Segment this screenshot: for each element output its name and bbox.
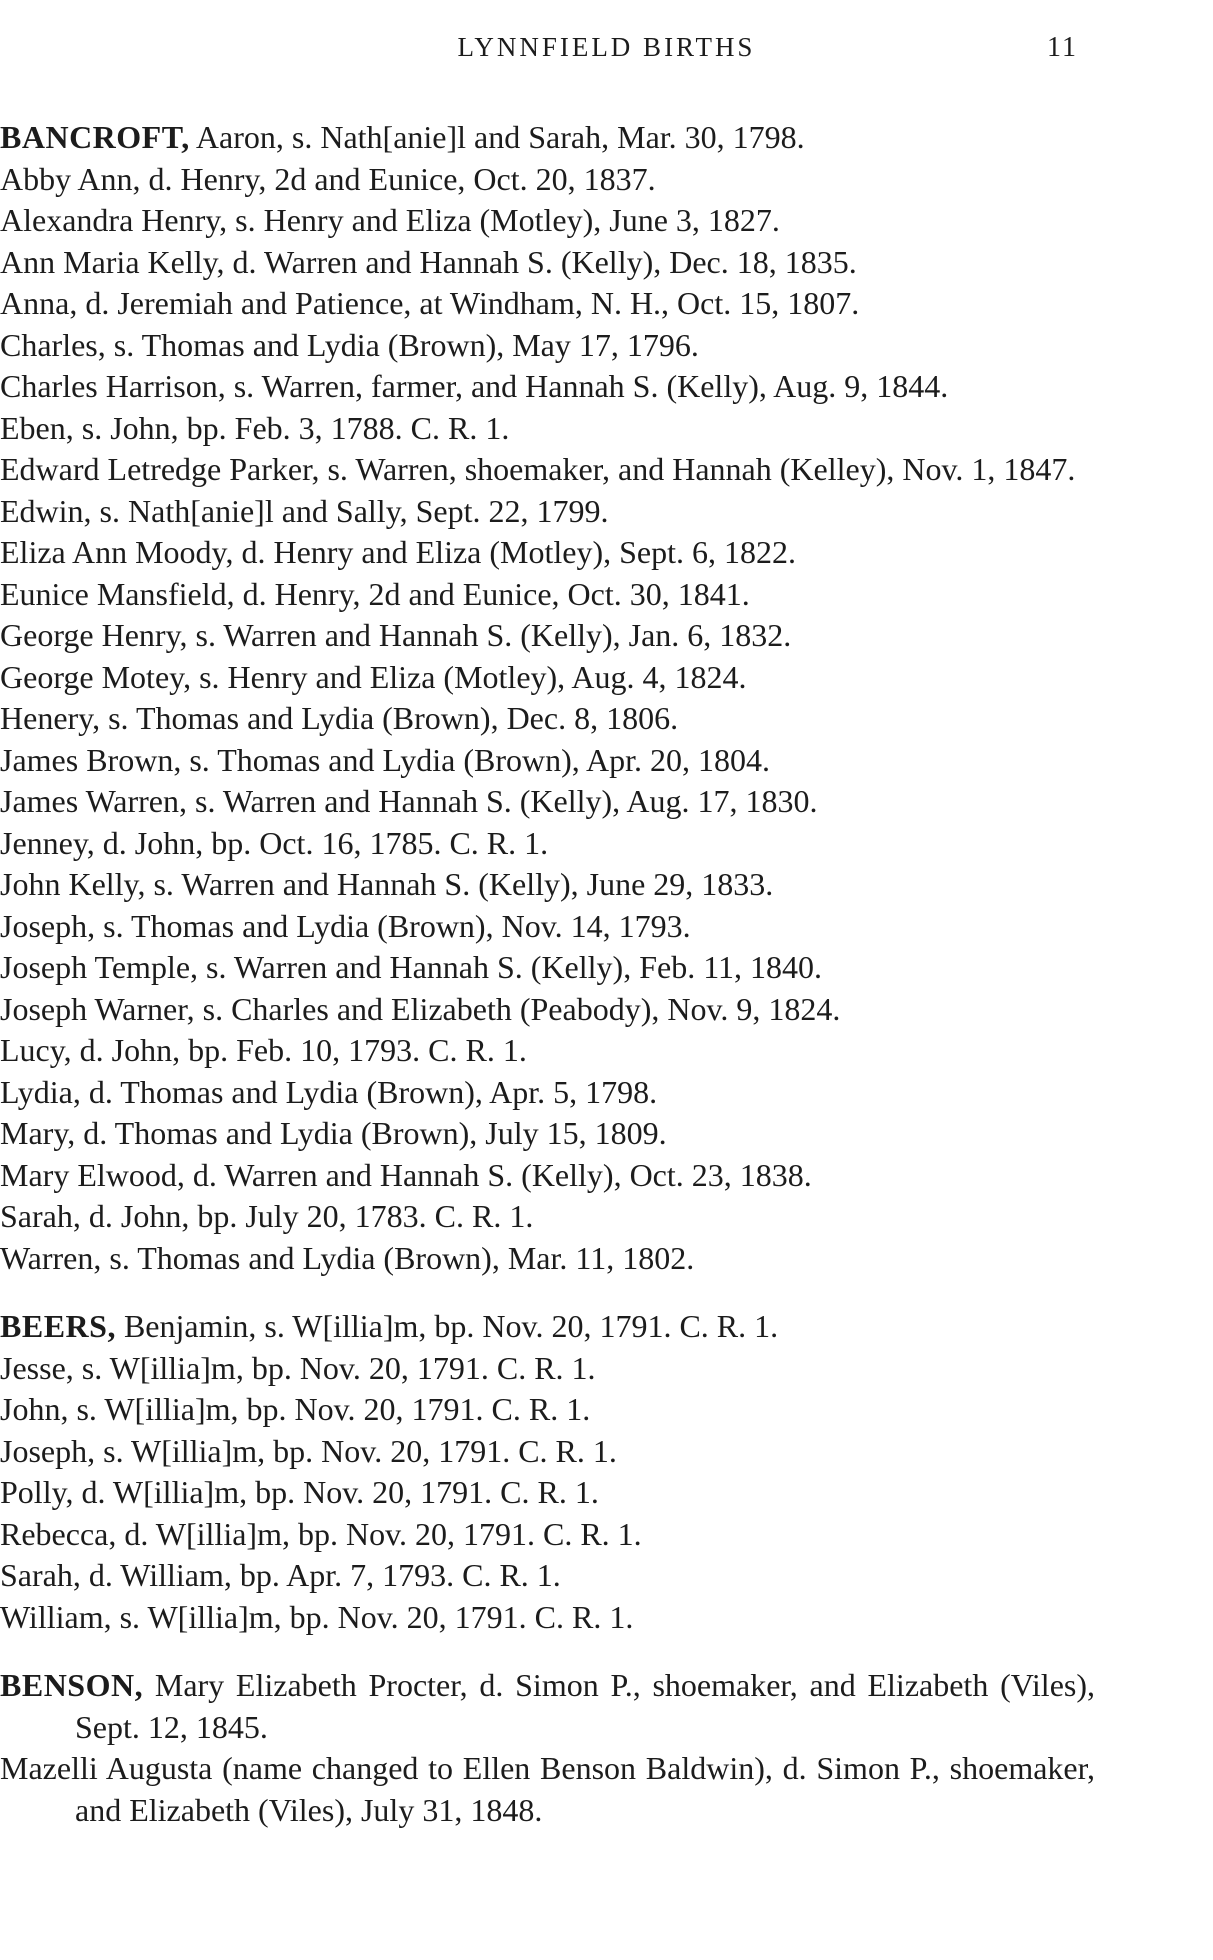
- record-entry: [0, 906, 1095, 948]
- record-text: Charles, s. Thomas and Lydia (Brown), May 17, 1796.: [0, 326, 699, 363]
- record-text: Edwin, s. Nath[anie]l and Sally, Sept. 22, 1799.: [0, 492, 609, 529]
- record-entry: [0, 1030, 1095, 1072]
- record-text: Joseph, s. W[illia]m, bp. Nov. 20, 1791. C. R. 1.: [0, 1432, 617, 1469]
- record-text: Mary, d. Thomas and Lydia (Brown), July 15, 1809.: [0, 1115, 667, 1151]
- record-entry: [0, 740, 1095, 782]
- record-entry: [0, 283, 1095, 325]
- record-entry: [0, 1238, 1095, 1280]
- record-entry: [0, 1348, 1095, 1390]
- record-text: Joseph Warner, s. Charles and Elizabeth (Peabody), Nov. 9, 1824.: [0, 990, 841, 1027]
- record-entry: [0, 947, 1095, 989]
- record-entry: [0, 200, 1095, 242]
- record-text: Eben, s. John, bp. Feb. 3, 1788. C. R. 1.: [0, 409, 510, 446]
- record-text: Jesse, s. W[illia]m, bp. Nov. 20, 1791. C. R. 1.: [0, 1349, 596, 1386]
- record-text: George Henry, s. Warren and Hannah S. (Kelly), Jan. 6, 1832.: [0, 617, 792, 653]
- record-entry: [0, 864, 1095, 906]
- record-text: Warren, s. Thomas and Lydia (Brown), Mar. 11, 1802.: [0, 1239, 695, 1276]
- surname-section-beers: [0, 1306, 1095, 1638]
- record-text: Benjamin, s. W[illia]m, bp. Nov. 20, 1791. C. R. 1.: [123, 1308, 779, 1344]
- birth-records: [0, 117, 1095, 1831]
- record-text: Aaron, s. Nath[anie]l and Sarah, Mar. 30, 1798.: [195, 119, 805, 155]
- record-entry: [0, 159, 1095, 201]
- record-text: James Brown, s. Thomas and Lydia (Brown), Apr. 20, 1804.: [0, 741, 771, 778]
- record-entry: [0, 1196, 1095, 1238]
- record-entry: [0, 1514, 1095, 1556]
- surname-section-benson: [0, 1665, 1095, 1831]
- surname-heading: BEERS,: [0, 1308, 116, 1344]
- record-entry: [0, 1665, 1095, 1748]
- record-text: Lydia, d. Thomas and Lydia (Brown), Apr. 5, 1798.: [0, 1073, 658, 1110]
- record-text: Joseph Temple, s. Warren and Hannah S. (Kelly), Feb. 11, 1840.: [0, 949, 822, 985]
- record-text: Mary Elizabeth Procter, d. Simon P., shoemaker, and Elizabeth (Viles), Sept. 12, 1845.: [75, 1667, 1096, 1745]
- record-entry: [0, 989, 1095, 1031]
- record-text: William, s. W[illia]m, bp. Nov. 20, 1791. C. R. 1.: [0, 1598, 634, 1635]
- record-text: Sarah, d. William, bp. Apr. 7, 1793. C. R. 1.: [0, 1557, 561, 1593]
- record-entry: [0, 615, 1095, 657]
- record-text: George Motey, s. Henry and Eliza (Motley), Aug. 4, 1824.: [0, 658, 747, 695]
- record-text: Rebecca, d. W[illia]m, bp. Nov. 20, 1791. C. R. 1.: [0, 1515, 642, 1552]
- record-entry: [0, 1431, 1095, 1473]
- record-entry: [0, 1113, 1095, 1155]
- surname-heading: BANCROFT,: [0, 119, 190, 155]
- surname-heading: BENSON,: [0, 1667, 144, 1703]
- record-text: Eunice Mansfield, d. Henry, 2d and Eunice, Oct. 30, 1841.: [0, 575, 750, 612]
- record-entry: [0, 242, 1095, 284]
- record-text: Edward Letredge Parker, s. Warren, shoemaker, and Hannah (Kelley), Nov. 1, 1847.: [0, 451, 1076, 487]
- running-head-title: LYNNFIELD BIRTHS: [457, 32, 756, 62]
- record-entry: [0, 1472, 1095, 1514]
- record-entry: [0, 698, 1095, 740]
- record-entry: [0, 1155, 1095, 1197]
- record-entry: [0, 1597, 1095, 1639]
- record-entry: [0, 117, 1095, 159]
- record-text: Lucy, d. John, bp. Feb. 10, 1793. C. R. 1.: [0, 1032, 527, 1068]
- record-text: Eliza Ann Moody, d. Henry and Eliza (Motley), Sept. 6, 1822.: [0, 534, 796, 570]
- record-text: Henery, s. Thomas and Lydia (Brown), Dec. 8, 1806.: [0, 700, 679, 736]
- record-text: Alexandra Henry, s. Henry and Eliza (Motley), June 3, 1827.: [0, 202, 780, 238]
- page-number: 11: [1047, 32, 1078, 63]
- page-header: [0, 30, 1213, 78]
- record-entry: [0, 325, 1095, 367]
- record-text: Abby Ann, d. Henry, 2d and Eunice, Oct. 20, 1837.: [0, 160, 656, 197]
- record-text: Joseph, s. Thomas and Lydia (Brown), Nov. 14, 1793.: [0, 907, 691, 944]
- record-entry: [0, 1555, 1095, 1597]
- record-entry: [0, 657, 1095, 699]
- record-entry: [0, 823, 1095, 865]
- record-entry: [0, 1306, 1095, 1348]
- record-entry: [0, 366, 1095, 408]
- record-entry: [0, 449, 1095, 491]
- record-entry: [0, 1389, 1095, 1431]
- record-text: Polly, d. W[illia]m, bp. Nov. 20, 1791. C. R. 1.: [0, 1474, 599, 1510]
- record-text: John Kelly, s. Warren and Hannah S. (Kelly), June 29, 1833.: [0, 866, 774, 902]
- record-entry: [0, 781, 1095, 823]
- record-text: Mazelli Augusta (name changed to Ellen Benson Baldwin), d. Simon P., shoemaker, and Elizabeth (Viles), July 31, 1848.: [0, 1750, 1095, 1828]
- record-entry: [0, 532, 1095, 574]
- record-text: John, s. W[illia]m, bp. Nov. 20, 1791. C. R. 1.: [0, 1391, 591, 1427]
- record-text: James Warren, s. Warren and Hannah S. (Kelly), Aug. 17, 1830.: [0, 783, 818, 819]
- record-text: Jenney, d. John, bp. Oct. 16, 1785. C. R. 1.: [0, 824, 549, 861]
- record-entry: [0, 408, 1095, 450]
- surname-section-bancroft: [0, 117, 1095, 1279]
- record-text: Ann Maria Kelly, d. Warren and Hannah S. (Kelly), Dec. 18, 1835.: [0, 243, 857, 280]
- record-entry: [0, 491, 1095, 533]
- record-entry: [0, 574, 1095, 616]
- record-text: Anna, d. Jeremiah and Patience, at Windham, N. H., Oct. 15, 1807.: [0, 285, 860, 321]
- record-entry: [0, 1748, 1095, 1831]
- record-text: Mary Elwood, d. Warren and Hannah S. (Kelly), Oct. 23, 1838.: [0, 1156, 812, 1193]
- record-text: Charles Harrison, s. Warren, farmer, and Hannah S. (Kelly), Aug. 9, 1844.: [0, 368, 949, 404]
- record-entry: [0, 1072, 1095, 1114]
- record-text: Sarah, d. John, bp. July 20, 1783. C. R. 1.: [0, 1198, 534, 1234]
